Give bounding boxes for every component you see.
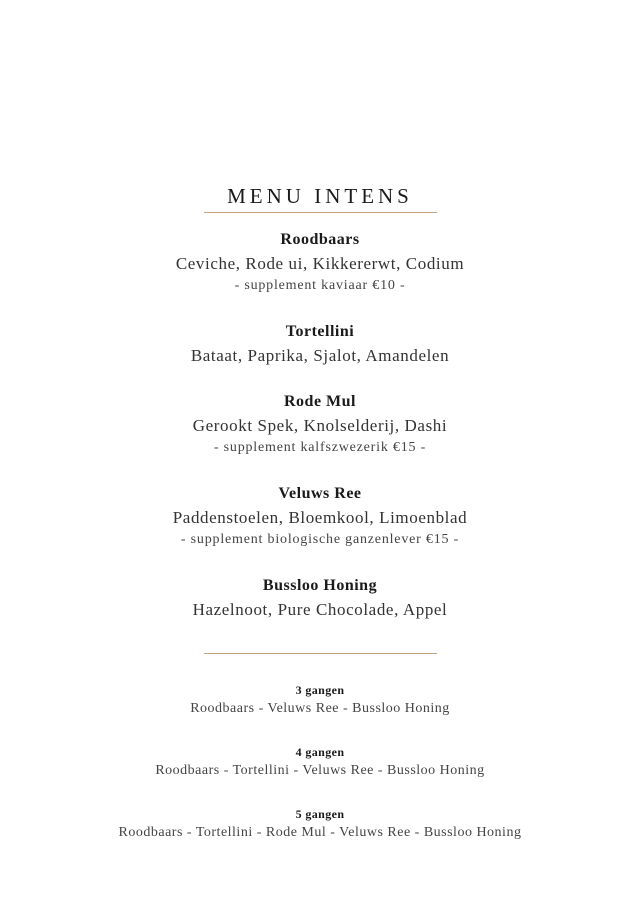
course-item-roodbaars — [0, 230, 640, 296]
title-divider — [204, 212, 437, 213]
combination-title: 4 gangen — [295, 745, 345, 759]
course-name: Bussloo Honing — [262, 577, 378, 594]
combination-title: 5 gangen — [295, 807, 345, 821]
course-supplement: - supplement kaviaar €10 - — [234, 278, 406, 293]
course-item-tortellini — [0, 322, 640, 368]
combination-4-gangen — [0, 744, 640, 781]
course-description: Bataat, Paprika, Sjalot, Amandelen — [190, 346, 450, 365]
combination-courses: Roodbaars - Veluws Ree - Bussloo Honing — [190, 701, 450, 716]
course-name: Roodbaars — [280, 231, 360, 248]
course-item-rode-mul — [0, 392, 640, 458]
course-supplement: - supplement biologische ganzenlever €15 - — [180, 532, 460, 547]
combination-courses: Roodbaars - Tortellini - Rode Mul - Veluws Ree - Bussloo Honing — [118, 825, 522, 840]
course-supplement: - supplement kalfszwezerik €15 - — [213, 440, 427, 455]
course-item-veluws-ree — [0, 484, 640, 550]
course-name: Rode Mul — [284, 393, 356, 410]
combination-3-gangen — [0, 682, 640, 719]
section-divider — [204, 653, 437, 654]
combination-5-gangen — [0, 806, 640, 843]
course-name: Tortellini — [285, 323, 355, 340]
menu-title: MENU INTENS — [227, 184, 413, 208]
course-description: Ceviche, Rode ui, Kikkererwt, Codium — [175, 254, 465, 273]
course-description: Hazelnoot, Pure Chocolade, Appel — [192, 600, 448, 619]
combination-courses: Roodbaars - Tortellini - Veluws Ree - Bussloo Honing — [155, 763, 485, 778]
combination-title: 3 gangen — [295, 683, 345, 697]
course-name: Veluws Ree — [278, 485, 362, 502]
course-item-bussloo-honing — [0, 576, 640, 622]
course-description: Paddenstoelen, Bloemkool, Limoenblad — [172, 508, 468, 527]
course-description: Gerookt Spek, Knolselderij, Dashi — [192, 416, 448, 435]
